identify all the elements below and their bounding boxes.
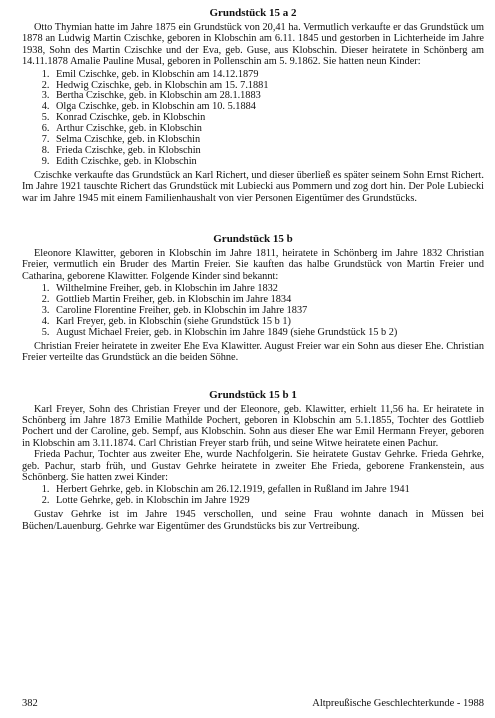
list-item: 2. Gottlieb Martin Freiher, geb. in Klobschin im Jahre 1834 <box>52 295 484 306</box>
list-item: 8. Frieda Czischke, geb. in Klobschin <box>52 146 484 157</box>
list-item: 4. Olga Czischke, geb. in Klobschin am 10. 5.1884 <box>52 102 484 113</box>
list-item: 2. Lotte Gehrke, geb. in Klobschin im Jahre 1929 <box>52 496 484 507</box>
list-item: 5. Konrad Czischke, geb. in Klobschin <box>52 113 484 124</box>
section-spacer <box>22 364 484 388</box>
section-heading: Grundstück 15 b <box>213 233 293 245</box>
list-item: 1. Herbert Gehrke, geb. in Klobschin am 26.12.1919, gefallen in Rußland im Jahre 1941 <box>52 485 484 496</box>
list-item: 1. Wilthelmine Freiher, geb. in Klobschin im Jahre 1832 <box>52 284 484 295</box>
section-heading: Grundstück 15 b 1 <box>209 388 297 401</box>
list-item: 4. Karl Freyer, geb. in Klobschin (siehe Grundstück 15 b 1) <box>52 317 484 328</box>
list-item: 1. Emil Czischke, geb. in Klobschin am 14.12.1879 <box>52 70 484 81</box>
section-closing-paragraph: Christian Freier heiratete in zweiter Ehe Eva Klawitter. August Freier war ein Sohn aus dieser Ehe. Christian Freier verteilte das Grundstück an die beiden Söhne. <box>22 340 484 364</box>
list-item: 7. Selma Czischke, geb. in Klobschin <box>52 135 484 146</box>
list-item: 2. Hedwig Czischke, geb. in Klobschin am 15. 7.1881 <box>52 81 484 92</box>
list-item: 3. Bertha Czischke, geb. in Klobschin am 28.1.1883 <box>52 91 484 102</box>
list-item: 9. Edith Czischke, geb. in Klobschin <box>52 157 484 168</box>
page-number: 382 <box>22 698 38 709</box>
children-list <box>22 485 484 507</box>
section-15a2 <box>22 6 484 204</box>
children-list <box>22 284 484 339</box>
list-item: 5. August Michael Freier, geb. in Klobschin im Jahre 1849 (siehe Grundstück 15 b 2) <box>52 328 484 339</box>
section-intro-paragraph: Karl Freyer, Sohn des Christian Freyer und der Eleonore, geb. Klawitter, erhielt 11,56 ha. Er heiratete in Schönberg im Jahre 1873 Emilie Mathilde Pochert, geboren in Klobschin am 5.1.1855, Tochter des Gottlieb Pochert und der Caroline, geb. Sempf, aus Klobschin. Sohn aus dieser Ehe war Emil Hermann Freyer, geboren in Klobschin am 3.11.1874. Carl Christian Freyer starb früh, und seine Witwe heiratete einen Pachur. <box>22 403 484 449</box>
list-item: 6. Arthur Czischke, geb. in Klobschin <box>52 124 484 135</box>
section-heading: Grundstück 15 a 2 <box>209 7 297 19</box>
section-intro-paragraph: Eleonore Klawitter, geboren in Klobschin im Jahre 1811, heiratete in Schönberg im Jahre 1832 Christian Freier, vermutlich ein Bruder des Martin Freier. Sie kauften das halbe Grundstück von Martin Freier und Catharina, geborene Klawitter. Folgende Kinder sind bekannt: <box>22 248 484 282</box>
section-15b <box>22 232 484 364</box>
section-closing-paragraph: Gustav Gehrke ist im Jahre 1945 verschollen, und seine Frau wohnte danach in Müssen bei Büchen/Lauenburg. Gehrke war Eigentümer des Grundstücks bis zur Vertreibung. <box>22 509 484 532</box>
section-intro-paragraph: Otto Thymian hatte im Jahre 1875 ein Grundstück von 20,41 ha. Vermutlich verkaufte er das Grundstück um 1878 an Ludwig Martin Czischke, geboren in Klobschin am 6.11. 1845 und gestorben in Lichterheide im Jahre 1938, Sohn des Martin Czischke und der Eva, geb. Guse, aus Klobschin. Dieser heiratete in Schönberg am 14.11.1878 Amalie Pauline Musal, geboren in Pollenschin am 5. 9.1862. Sie hatten neun Kinder: <box>22 22 484 68</box>
journal-title: Altpreußische Geschlechterkunde - 1988 <box>312 698 484 709</box>
section-second-paragraph: Frieda Pachur, Tochter aus zweiter Ehe, wurde Nachfolgerin. Sie heiratete Gustav Gehrke. Frieda Gehrke, geb. Pachur, starb früh, und Gustav Gehrke heiratete in zweiter Ehe Frieda, geborene Frankenstein, aus Schönberg. Sie hatten zwei Kinder: <box>22 449 484 483</box>
list-item: 3. Caroline Florentine Freiher, geb. in Klobschin im Jahre 1837 <box>52 306 484 317</box>
children-list <box>22 70 484 168</box>
section-15b1 <box>22 388 484 532</box>
section-closing-paragraph: Czischke verkaufte das Grundstück an Karl Richert, und dieser überließ es später seinem Sohn Ernst Richert. Im Jahre 1921 tauschte Richert das Grundstück mit Lubiecki aus Pommern und zog dort hin. Der Pole Lubiecki war im Jahre 1945 mit einem Familienhaushalt von vier Personen Eigentümer des Grundstücks. <box>22 169 484 204</box>
document-page <box>22 6 484 532</box>
section-spacer <box>22 204 484 232</box>
